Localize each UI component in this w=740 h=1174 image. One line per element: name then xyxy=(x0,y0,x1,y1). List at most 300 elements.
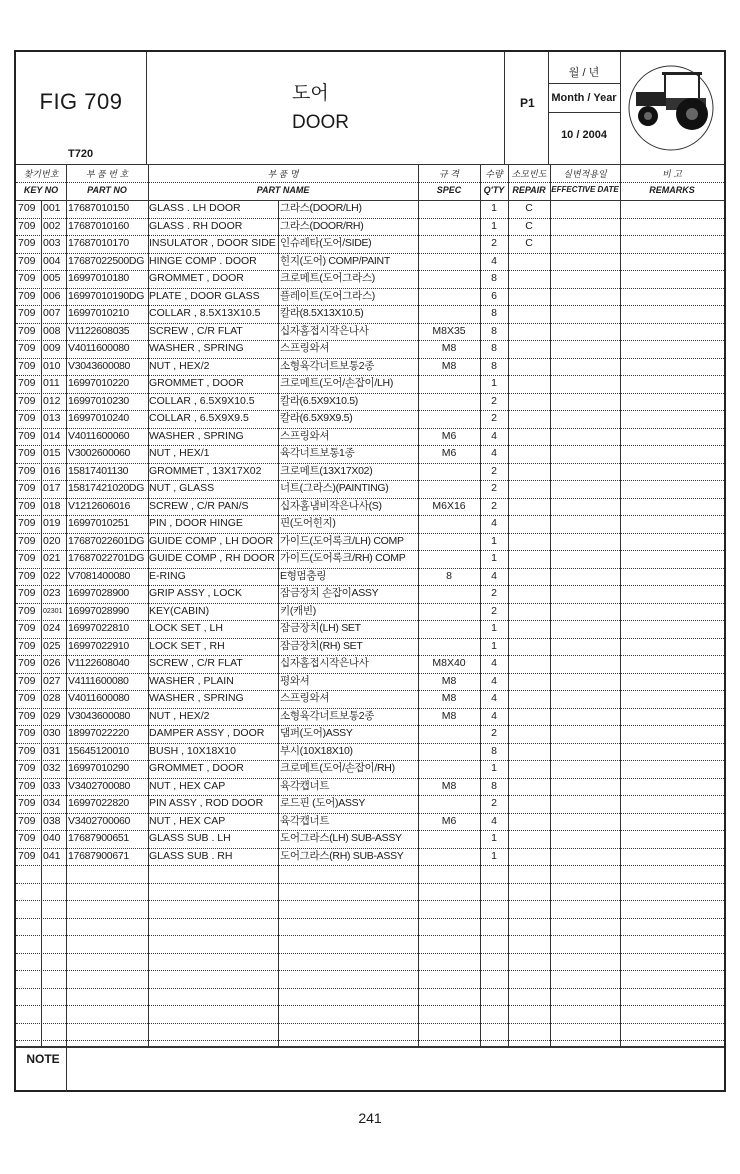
row-part-name-ko-cell: 인슈레타(도어/SIDE) xyxy=(280,237,372,249)
row-fig-cell: 709 xyxy=(18,639,36,652)
row-key-cell: 025 xyxy=(43,639,61,652)
table-row xyxy=(16,795,724,813)
row-part-name-ko-cell: 소형육각너트보통2종 xyxy=(280,709,375,722)
row-part-name-ko-cell: 십자홈접시작은나사 xyxy=(280,324,369,337)
row-key-cell: 032 xyxy=(43,762,61,774)
row-part-name-cell: COLLAR , 8.5X13X10.5 xyxy=(149,307,261,319)
row-fig-cell: 709 xyxy=(18,797,36,809)
row-part-name-ko-cell: 로드핀 (도어)ASSY xyxy=(280,797,366,809)
month-year-english: Month / Year xyxy=(551,92,617,104)
row-part-no-cell: V7081400080 xyxy=(68,569,131,582)
row-qty-cell: 6 xyxy=(491,289,497,302)
row-fig-cell: 709 xyxy=(18,219,36,232)
row-part-name-cell: PLATE , DOOR GLASS xyxy=(149,289,260,302)
row-key-cell: 018 xyxy=(43,499,61,512)
row-part-name-cell: SCREW , C/R PAN/S xyxy=(149,499,249,512)
row-fig-cell: 709 xyxy=(18,832,36,844)
row-repair-cell: C xyxy=(525,237,533,249)
row-part-name-cell: LOCK SET , RH xyxy=(149,639,225,652)
row-key-cell: 004 xyxy=(43,254,61,267)
col-remarks-ko: 비 고 xyxy=(662,169,682,179)
row-fig-cell: 709 xyxy=(18,429,36,442)
row-part-name-cell: GRIP ASSY , LOCK xyxy=(149,587,242,599)
row-key-cell: 029 xyxy=(43,709,61,722)
row-part-name-cell: GROMMET , DOOR xyxy=(149,377,244,389)
row-qty-cell: 1 xyxy=(491,849,497,862)
title-korean: 도어 xyxy=(292,83,329,104)
row-fig-cell: 709 xyxy=(18,202,36,214)
row-repair-cell: C xyxy=(525,202,533,214)
note-top-line xyxy=(16,1046,724,1048)
row-key-cell: 022 xyxy=(43,569,61,582)
row-fig-cell: 709 xyxy=(18,289,36,302)
row-qty-cell: 8 xyxy=(491,272,497,284)
row-fig-cell: 709 xyxy=(18,307,36,319)
row-qty-cell: 2 xyxy=(491,727,497,739)
row-part-no-cell: 16997028900 xyxy=(68,587,129,599)
row-spec-cell: M6X16 xyxy=(432,499,466,512)
row-qty-cell: 2 xyxy=(491,499,497,512)
row-part-no-cell: 17687022601DG xyxy=(68,534,145,547)
row-qty-cell: 8 xyxy=(491,744,497,757)
table-row xyxy=(16,865,724,883)
table-row xyxy=(16,270,724,288)
row-qty-cell: 4 xyxy=(491,674,497,687)
table-row xyxy=(16,743,724,761)
row-spec-cell: M8 xyxy=(441,359,457,372)
row-part-name-ko-cell: 핀(도어힌지) xyxy=(280,517,336,529)
row-part-name-ko-cell: 육각캡너트 xyxy=(280,814,330,827)
row-part-name-cell: BUSH , 10X18X10 xyxy=(149,744,236,757)
row-fig-cell: 709 xyxy=(18,272,36,284)
row-part-no-cell: 16997010290 xyxy=(68,762,129,774)
row-part-name-ko-cell: 잠금장치 손잡이ASSY xyxy=(280,587,379,599)
row-part-no-cell: 17687022701DG xyxy=(68,552,145,564)
row-part-name-ko-cell: E형멈춤링 xyxy=(280,569,327,582)
table-row xyxy=(16,340,724,358)
row-part-no-cell: V3043600080 xyxy=(68,359,131,372)
row-qty-cell: 8 xyxy=(491,324,497,337)
row-part-no-cell: 16997022820 xyxy=(68,797,129,809)
table-row xyxy=(16,428,724,446)
row-qty-cell: 2 xyxy=(491,394,497,407)
table-row xyxy=(16,638,724,656)
row-part-name-cell: NUT , HEX/1 xyxy=(149,447,210,459)
header-divider xyxy=(504,52,505,164)
row-key-cell: 023 xyxy=(43,587,61,599)
row-qty-cell: 8 xyxy=(491,779,497,792)
row-part-no-cell: 16997010180 xyxy=(68,272,129,284)
row-key-cell: 027 xyxy=(43,674,61,687)
row-key-cell: 024 xyxy=(43,622,61,634)
row-key-cell: 011 xyxy=(43,377,60,389)
row-key-cell: 021 xyxy=(43,552,61,564)
row-part-name-cell: WASHER , PLAIN xyxy=(149,674,234,687)
row-part-name-ko-cell: 그라스(DOOR/LH) xyxy=(280,202,362,214)
row-part-name-cell: NUT , HEX/2 xyxy=(149,359,210,372)
row-part-name-ko-cell: 칼라(8.5X13X10.5) xyxy=(280,307,364,319)
col-qty-en: Q'TY xyxy=(483,185,505,195)
col-part-name-en: PART NAME xyxy=(256,185,310,195)
row-key-cell: 012 xyxy=(43,394,61,407)
row-part-no-cell: 16997028990 xyxy=(68,604,129,617)
row-spec-cell: M6 xyxy=(441,814,457,827)
row-part-name-cell: NUT , HEX CAP xyxy=(149,779,226,792)
row-part-no-cell: 17687900651 xyxy=(68,832,129,844)
row-part-no-cell: V4011600060 xyxy=(68,429,130,442)
table-row xyxy=(16,778,724,796)
header-divider xyxy=(548,112,620,113)
col-key-ko: 찾기번호 xyxy=(23,169,59,179)
row-qty-cell: 8 xyxy=(491,342,497,354)
row-fig-cell: 709 xyxy=(18,359,36,372)
row-qty-cell: 8 xyxy=(491,359,497,372)
row-part-name-ko-cell: 크로메트(13X17X02) xyxy=(280,464,373,477)
note-label: NOTE xyxy=(26,1052,60,1066)
row-fig-cell: 709 xyxy=(18,674,36,687)
row-part-name-ko-cell: 크로메트(도어/손잡이/LH) xyxy=(280,377,394,389)
col-effective-en: EFFECTIVE DATE xyxy=(551,185,619,194)
row-key-cell: 019 xyxy=(43,517,61,529)
row-qty-cell: 4 xyxy=(491,447,497,459)
table-row xyxy=(16,935,724,953)
row-qty-cell: 1 xyxy=(491,639,497,652)
row-key-cell: 017 xyxy=(43,482,61,494)
table-row xyxy=(16,305,724,323)
row-part-no-cell: 17687010160 xyxy=(68,219,129,232)
row-fig-cell: 709 xyxy=(18,779,36,792)
row-part-no-cell: V3402700080 xyxy=(68,779,131,792)
row-part-name-cell: GROMMET , DOOR xyxy=(149,762,244,774)
row-qty-cell: 4 xyxy=(491,254,497,267)
table-row xyxy=(16,253,724,271)
table-row xyxy=(16,620,724,638)
col-key-en: KEY NO xyxy=(23,185,59,195)
row-qty-cell: 2 xyxy=(491,464,497,477)
row-fig-cell: 709 xyxy=(18,534,36,547)
row-spec-cell: M8 xyxy=(441,709,457,722)
header-divider xyxy=(620,52,621,164)
table-row xyxy=(16,953,724,971)
row-qty-cell: 1 xyxy=(491,202,497,214)
row-fig-cell: 709 xyxy=(18,762,36,774)
row-fig-cell: 709 xyxy=(18,342,36,354)
row-line xyxy=(16,1040,724,1041)
row-key-cell: 028 xyxy=(43,692,61,704)
row-spec-cell: 8 xyxy=(446,569,452,582)
row-part-name-ko-cell: 십자홈접시작은나사 xyxy=(280,657,369,669)
row-part-no-cell: 16997022810 xyxy=(68,622,129,634)
row-spec-cell: M8X35 xyxy=(432,324,466,337)
header-divider xyxy=(548,83,620,84)
table-row xyxy=(16,708,724,726)
header-divider xyxy=(146,52,147,164)
row-key-cell: 040 xyxy=(43,832,61,844)
row-part-no-cell: V4111600080 xyxy=(68,674,129,687)
row-part-name-cell: GROMMET , DOOR xyxy=(149,272,244,284)
row-key-cell: 016 xyxy=(43,464,61,477)
row-part-name-cell: GROMMET , 13X17X02 xyxy=(149,464,262,477)
row-qty-cell: 1 xyxy=(491,622,497,634)
row-part-name-cell: DAMPER ASSY , DOOR xyxy=(149,727,265,739)
row-part-name-cell: NUT , GLASS xyxy=(149,482,215,494)
row-fig-cell: 709 xyxy=(18,849,36,862)
table-row xyxy=(16,550,724,568)
parts-sheet xyxy=(14,50,726,1092)
row-part-name-ko-cell: 가이드(도어록크/RH) COMP xyxy=(280,552,406,564)
row-key-cell: 003 xyxy=(43,237,61,249)
table-row xyxy=(16,883,724,901)
row-part-no-cell: 18997022220 xyxy=(68,727,129,739)
row-fig-cell: 709 xyxy=(18,482,36,494)
row-part-name-cell: SCREW , C/R FLAT xyxy=(149,657,243,669)
row-fig-cell: 709 xyxy=(18,657,36,669)
table-row xyxy=(16,813,724,831)
row-qty-cell: 4 xyxy=(491,569,497,582)
table-row xyxy=(16,358,724,376)
row-key-cell: 014 xyxy=(43,429,61,442)
table-row xyxy=(16,375,724,393)
row-key-cell: 030 xyxy=(43,727,61,739)
row-part-name-cell: WASHER , SPRING xyxy=(149,342,244,354)
row-part-name-ko-cell: 너트(그라스)(PAINTING) xyxy=(280,482,389,494)
row-part-name-ko-cell: 도어그라스(RH) SUB-ASSY xyxy=(280,849,404,862)
row-fig-cell: 709 xyxy=(18,622,36,634)
row-key-cell: 02301 xyxy=(43,607,63,615)
row-qty-cell: 1 xyxy=(491,552,497,564)
table-row xyxy=(16,603,724,621)
col-part-no-en: PART NO xyxy=(87,185,127,195)
row-part-name-cell: E-RING xyxy=(149,569,186,582)
row-qty-cell: 1 xyxy=(491,534,497,547)
row-fig-cell: 709 xyxy=(18,254,36,267)
fig-number: FIG 709 xyxy=(39,89,123,114)
row-key-cell: 038 xyxy=(43,814,61,827)
header-mid-line xyxy=(16,182,724,183)
table-row xyxy=(16,725,724,743)
row-part-no-cell: V3402700060 xyxy=(68,814,131,827)
row-qty-cell: 2 xyxy=(491,604,497,617)
row-key-cell: 001 xyxy=(43,202,61,214)
header-bottom-line xyxy=(16,164,724,165)
row-qty-cell: 2 xyxy=(491,797,497,809)
row-part-name-ko-cell: 소형육각너트보통2종 xyxy=(280,359,375,372)
row-key-cell: 002 xyxy=(43,219,61,232)
row-qty-cell: 1 xyxy=(491,377,497,389)
row-spec-cell: M8 xyxy=(441,342,457,354)
row-part-no-cell: 16997010240 xyxy=(68,412,129,424)
row-part-name-ko-cell: 키(캐빈) xyxy=(280,604,316,617)
row-fig-cell: 709 xyxy=(18,464,36,477)
col-remarks-en: REMARKS xyxy=(649,185,695,195)
model-code: T720 xyxy=(68,148,94,160)
row-qty-cell: 1 xyxy=(491,762,497,774)
row-part-name-cell: COLLAR , 6.5X9X9.5 xyxy=(149,412,249,424)
row-part-name-cell: NUT , HEX/2 xyxy=(149,709,210,722)
col-repair-en: REPAIR xyxy=(512,185,546,195)
row-part-no-cell: 17687010170 xyxy=(68,237,129,249)
row-part-name-cell: NUT , HEX CAP xyxy=(149,814,226,827)
table-row xyxy=(16,1023,724,1041)
table-row xyxy=(16,760,724,778)
row-qty-cell: 1 xyxy=(491,832,497,844)
table-row xyxy=(16,480,724,498)
row-part-no-cell: V3043600080 xyxy=(68,709,131,722)
table-row xyxy=(16,1005,724,1023)
row-qty-cell: 8 xyxy=(491,307,497,319)
row-qty-cell: 1 xyxy=(491,219,497,232)
row-qty-cell: 4 xyxy=(491,657,497,669)
table-row xyxy=(16,463,724,481)
row-part-name-cell: KEY(CABIN) xyxy=(149,604,210,617)
row-part-no-cell: 16997010220 xyxy=(68,377,129,389)
col-repair-ko: 소모빈도 xyxy=(511,169,547,179)
row-part-name-ko-cell: 부시(10X18X10) xyxy=(280,744,353,757)
row-qty-cell: 4 xyxy=(491,709,497,722)
row-part-name-cell: PIN , DOOR HINGE xyxy=(149,517,243,529)
table-row xyxy=(16,393,724,411)
row-part-name-cell: INSULATOR , DOOR SIDE xyxy=(149,237,276,249)
row-key-cell: 034 xyxy=(43,797,61,809)
table-row xyxy=(16,323,724,341)
row-qty-cell: 4 xyxy=(491,517,497,529)
row-fig-cell: 709 xyxy=(18,604,36,617)
table-row xyxy=(16,690,724,708)
row-part-name-cell: COLLAR , 6.5X9X10.5 xyxy=(149,394,255,407)
row-fig-cell: 709 xyxy=(18,587,36,599)
row-part-name-cell: WASHER , SPRING xyxy=(149,692,244,704)
tractor-icon xyxy=(622,62,720,154)
row-part-name-ko-cell: 그라스(DOOR/RH) xyxy=(280,219,364,232)
row-part-no-cell: 15817401130 xyxy=(68,464,129,477)
col-qty-ko: 수량 xyxy=(485,169,503,179)
table-row xyxy=(16,200,724,218)
row-key-cell: 008 xyxy=(43,324,61,337)
row-spec-cell: M8 xyxy=(441,674,457,687)
row-fig-cell: 709 xyxy=(18,552,36,564)
row-part-no-cell: V3002600060 xyxy=(68,447,131,459)
col-spec-ko: 규 격 xyxy=(439,169,459,179)
row-qty-cell: 4 xyxy=(491,814,497,827)
row-part-name-ko-cell: 십자홈냄비작은나사(S) xyxy=(280,499,382,512)
table-row xyxy=(16,900,724,918)
row-part-no-cell: 17687900671 xyxy=(68,849,129,862)
row-fig-cell: 709 xyxy=(18,727,36,739)
row-qty-cell: 4 xyxy=(491,429,497,442)
row-fig-cell: 709 xyxy=(18,499,36,512)
row-fig-cell: 709 xyxy=(18,744,36,757)
table-row xyxy=(16,533,724,551)
row-part-name-cell: PIN ASSY , ROD DOOR xyxy=(149,797,264,809)
row-part-no-cell: V1122608035 xyxy=(68,324,130,337)
row-fig-cell: 709 xyxy=(18,324,36,337)
row-key-cell: 013 xyxy=(43,412,61,424)
row-key-cell: 020 xyxy=(43,534,61,547)
row-part-name-ko-cell: 잠금장치(LH) SET xyxy=(280,622,361,634)
row-spec-cell: M6 xyxy=(441,429,457,442)
row-part-name-ko-cell: 크로메트(도어그라스) xyxy=(280,272,375,284)
row-part-name-cell: GLASS . LH DOOR xyxy=(149,202,241,214)
row-fig-cell: 709 xyxy=(18,569,36,582)
row-part-name-ko-cell: 댐퍼(도어)ASSY xyxy=(280,727,353,739)
row-part-name-ko-cell: 잠금장치(RH) SET xyxy=(280,639,363,652)
table-row xyxy=(16,515,724,533)
row-part-no-cell: V4011600080 xyxy=(68,692,130,704)
table-row xyxy=(16,830,724,848)
table-row xyxy=(16,218,724,236)
row-part-name-cell: GUIDE COMP , RH DOOR xyxy=(149,552,275,564)
row-part-no-cell: V4011600080 xyxy=(68,342,130,354)
row-part-no-cell: 16997010230 xyxy=(68,394,129,407)
row-part-name-ko-cell: 크로메트(도어/손잡이/RH) xyxy=(280,762,395,774)
row-part-name-ko-cell: 칼라(6.5X9X10.5) xyxy=(280,394,358,407)
row-spec-cell: M8 xyxy=(441,692,457,704)
row-part-no-cell: 16997010251 xyxy=(68,517,129,529)
page-code: P1 xyxy=(520,96,535,110)
row-part-name-cell: HINGE COMP . DOOR xyxy=(149,254,257,267)
table-row xyxy=(16,585,724,603)
row-part-name-cell: WASHER , SPRING xyxy=(149,429,244,442)
row-fig-cell: 709 xyxy=(18,237,36,249)
row-key-cell: 006 xyxy=(43,289,61,302)
row-key-cell: 015 xyxy=(43,447,61,459)
row-part-name-cell: GLASS . RH DOOR xyxy=(149,219,243,232)
row-key-cell: 007 xyxy=(43,307,61,319)
col-effective-ko: 실변적용일 xyxy=(563,169,607,179)
row-key-cell: 005 xyxy=(43,272,61,284)
page-number: 241 xyxy=(358,1110,382,1126)
table-row xyxy=(16,988,724,1006)
row-fig-cell: 709 xyxy=(18,709,36,722)
row-part-name-ko-cell: 스프링와셔 xyxy=(280,692,330,704)
table-row xyxy=(16,445,724,463)
title-english: DOOR xyxy=(292,112,349,133)
row-part-name-cell: LOCK SET , LH xyxy=(149,622,223,634)
row-part-name-ko-cell: 스프링와셔 xyxy=(280,342,330,354)
table-row xyxy=(16,235,724,253)
row-part-no-cell: 17687022500DG xyxy=(68,254,145,267)
row-key-cell: 031 xyxy=(43,744,61,757)
table-row xyxy=(16,410,724,428)
row-part-no-cell: 16997010210 xyxy=(68,307,129,319)
row-part-no-cell: V1212606016 xyxy=(68,499,131,512)
row-part-name-cell: GLASS SUB . LH xyxy=(149,832,231,844)
row-fig-cell: 709 xyxy=(18,447,36,459)
row-part-no-cell: 15645120010 xyxy=(68,744,129,757)
row-qty-cell: 2 xyxy=(491,412,497,424)
row-part-name-ko-cell: 스프링와셔 xyxy=(280,429,330,442)
row-repair-cell: C xyxy=(525,219,533,232)
row-part-no-cell: 17687010150 xyxy=(68,202,129,214)
row-qty-cell: 2 xyxy=(491,237,497,249)
row-key-cell: 009 xyxy=(43,342,61,354)
row-part-name-ko-cell: 칼라(6.5X9X9.5) xyxy=(280,412,353,424)
row-key-cell: 041 xyxy=(43,849,61,862)
table-row xyxy=(16,918,724,936)
col-part-name-ko: 부 품 명 xyxy=(267,169,299,179)
row-fig-cell: 709 xyxy=(18,814,36,827)
row-part-name-ko-cell: 평와셔 xyxy=(280,674,310,687)
row-qty-cell: 2 xyxy=(491,482,497,494)
row-part-no-cell: 15817421020DG xyxy=(68,482,145,494)
table-row xyxy=(16,288,724,306)
row-part-name-ko-cell: 가이드(도어록크/LH) COMP xyxy=(280,534,404,547)
row-part-no-cell: 16997010190DG xyxy=(68,289,145,302)
row-fig-cell: 709 xyxy=(18,517,36,529)
month-year-korean: 월 / 년 xyxy=(568,67,600,79)
month-year-value: 10 / 2004 xyxy=(561,129,607,141)
table-row xyxy=(16,848,724,866)
